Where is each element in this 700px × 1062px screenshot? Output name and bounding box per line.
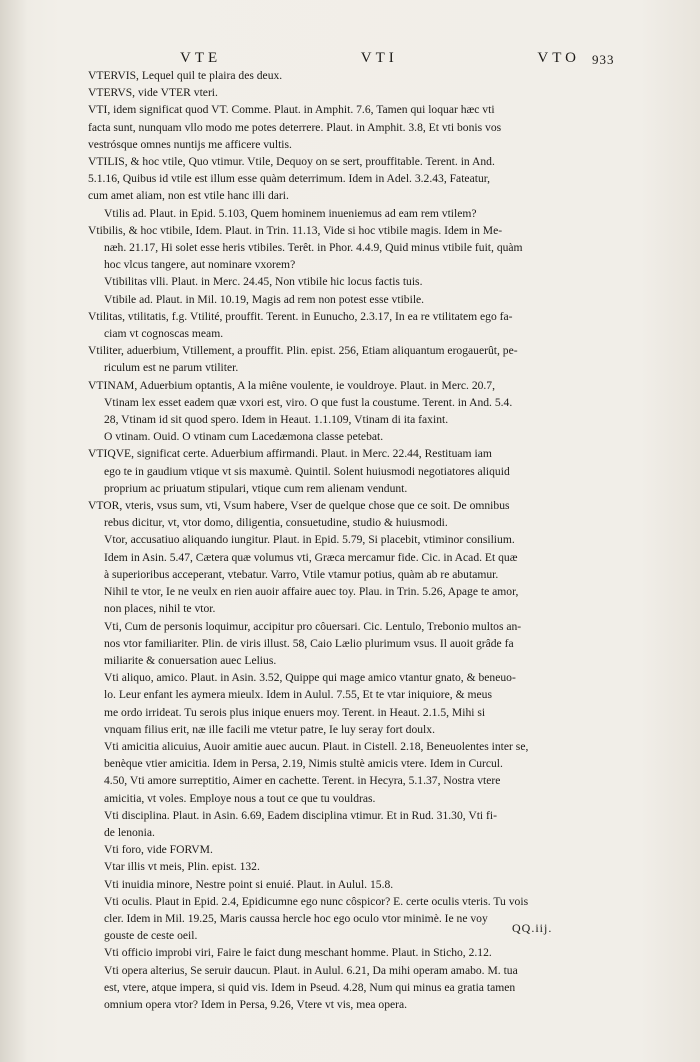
text-line: Vtibile ad. Plaut. in Mil. 10.19, Magis ad rem non potest esse vtibile. — [104, 292, 425, 306]
text-line: Vtinam lex esset eadem quæ vxori est, viro. O que fust la coustume. Terent. in And. 5.4. — [104, 395, 513, 409]
text-line: riculum est ne parum vtiliter. — [104, 361, 239, 375]
text-line: Vti amicitia alicuius, Auoir amitie auec aucun. Plaut. in Cistell. 2.18, Beneuolentes inter se, — [104, 739, 529, 753]
text-line: à superioribus acceperant, vtebatur. Varro, Vtile vtamur potius, quàm ab re abutamur. — [104, 567, 499, 581]
running-header — [180, 50, 580, 67]
text-line: Vtor, accusatiuo aliquando iungitur. Plaut. in Epid. 5.79, Si placebit, vtiminor consilium. — [104, 533, 515, 547]
text-line: Vti officio improbi viri, Faire le faict dung meschant homme. Plaut. in Sticho, 2.12. — [104, 946, 492, 960]
text-line: VTI, idem significat quod VT. Comme. Plaut. in Amphit. 7.6, Tamen qui loquar hæc vti — [88, 103, 495, 117]
text-line: est, vtere, atque impera, si quid vis. Idem in Pseud. 4.28, Num qui minus ea gratia tamen — [104, 980, 516, 994]
text-line: omnium opera vtor? Idem in Persa, 9.26, Vtere vt vis, mea opera. — [104, 997, 408, 1011]
text-line: nos vtor familiariter. Plin. de viris illust. 58, Caio Lælio plurimum vsus. Il auoit grâde fa — [104, 636, 514, 650]
text-line: cum amet aliam, non est vtile hanc illi dari. — [88, 189, 289, 203]
text-line: Vti disciplina. Plaut. in Asin. 6.69, Eadem disciplina vtimur. Et in Rud. 31.30, Vti fi- — [104, 808, 497, 822]
page-number: 933 — [592, 52, 615, 67]
text-line: 5.1.16, Quibus id vtile est illum esse quàm deterrimum. Idem in Adel. 3.2.43, Fateatur, — [88, 172, 491, 186]
text-line: amicitia, vt voles. Employe nous a tout ce que tu vouldras. — [104, 791, 376, 805]
text-line: 4.50, Vti amore surreptitio, Aimer en cachette. Terent. in Hecyra, 5.1.37, Nostra vtere — [104, 774, 501, 788]
text-line: facta sunt, nunquam vllo modo me potes deterrere. Plaut. in Amphit. 3.8, Et vti bonis vos — [88, 120, 502, 134]
text-line: O vtinam. Ouid. O vtinam cum Lacedæmona classe petebat. — [104, 430, 384, 444]
text-line: lo. Leur enfant les aymera mieulx. Idem in Aulul. 7.55, Et te vtar iniquiore, & meus — [104, 688, 492, 702]
text-line: VTOR, vteris, vsus sum, vti, Vsum habere, Vser de quelque chose que ce soit. De omnibus — [88, 499, 510, 513]
text-line: Vti opera alterius, Se seruir daucun. Plaut. in Aulul. 6.21, Da mihi operam amabo. M. tua — [104, 963, 518, 977]
text-line: Vtiliter, aduerbium, Vtillement, a prouffit. Plin. epist. 256, Etiam aliquantum erogauerût, pe- — [88, 344, 518, 358]
text-line: vestrósque omnes nuntijs me afficere vultis. — [88, 137, 292, 151]
text-line: rebus dicitur, vt, vtor domo, diligentia, consuetudine, studio & huiusmodi. — [104, 516, 448, 530]
text-line: næh. 21.17, Hi solet esse heris vtibiles. Terêt. in Phor. 4.4.9, Quid minus vtibile fuit, quàm — [104, 241, 523, 255]
text-line: non places, nihil te vtor. — [104, 602, 216, 616]
text-line: Vti foro, vide FORVM. — [104, 843, 213, 857]
text-line: VTILIS, & hoc vtile, Quo vtimur. Vtile, Dequoy on se sert, prouffitable. Terent. in And. — [88, 155, 495, 169]
text-line: Vtilis ad. Plaut. in Epid. 5.103, Quem hominem inueniemus ad eam rem vtilem? — [104, 206, 477, 220]
text-line: ego te in gaudium vtique vt sis maxumè. Quintil. Solent huiusmodi negotiatores aliquid — [104, 464, 510, 478]
text-line: de lenonia. — [104, 825, 155, 839]
text-line: VTERVS, vide VTER vteri. — [88, 86, 218, 100]
signature-mark: QQ.iij. — [512, 921, 553, 935]
text-line: gouste de ceste oeil. — [104, 929, 198, 943]
text-line: Vtibilis, & hoc vtibile, Idem. Plaut. in Trin. 11.13, Vide si hoc vtibile magis. Idem in Me- — [88, 223, 503, 237]
text-line: VTIQVE, significat certe. Aduerbium affirmandi. Plaut. in Merc. 22.44, Restituam iam — [88, 447, 492, 461]
text-line: hoc vlcus tangere, aut nominare vxorem? — [104, 258, 296, 272]
text-line: Idem in Asin. 5.47, Cætera quæ volumus vti, Græca mercamur fide. Cic. in Acad. Et quæ — [104, 550, 518, 564]
header-center: VTI — [360, 50, 398, 66]
text-line: Vtar illis vt meis, Plin. epist. 132. — [104, 860, 260, 874]
text-line: Vti inuidia minore, Nestre point si enuié. Plaut. in Aulul. 15.8. — [104, 877, 394, 891]
text-line: Vti aliquo, amico. Plaut. in Asin. 3.52, Quippe qui mage amico vtantur gnato, & beneuo- — [104, 671, 516, 685]
text-line: proprium ac priuatum stipulari, vtique cum rem alienam vendunt. — [104, 481, 408, 495]
text-line: cler. Idem in Mil. 19.25, Maris caussa hercle hoc ego oculo vtor minimè. Ie ne voy — [104, 911, 488, 925]
text-line: VTERVIS, Lequel quil te plaira des deux. — [88, 69, 283, 82]
text-line: Vti, Cum de personis loquimur, accipitur pro côuersari. Cic. Lentulo, Trebonio multos an- — [104, 619, 522, 633]
text-line: VTINAM, Aduerbium optantis, A la miêne voulente, ie vouldroye. Plaut. in Merc. 20.7, — [88, 378, 496, 392]
text-line: vnquam filius erit, næ ille facili me vtetur patre, Ie luy seray fort doulx. — [104, 722, 435, 736]
text-line: miliarite & conuersation auec Lelius. — [104, 653, 277, 667]
text-line: 28, Vtinam id sit quod spero. Idem in Heaut. 1.1.109, Vtinam di ita faxint. — [104, 413, 449, 427]
text-line: Vtibilitas vlli. Plaut. in Merc. 24.45, Non vtibile hic locus factis tuis. — [104, 275, 423, 289]
text-line: me ordo irrideat. Tu serois plus inique enuers moy. Terent. in Heaut. 2.1.5, Mihi si — [104, 705, 486, 719]
header-right: VTO — [537, 50, 580, 66]
text-line: Nihil te vtor, Ie ne veulx en rien auoir affaire auec toy. Plau. in Trin. 5.26, Apage te amor, — [104, 585, 519, 599]
text-line: ciam vt cognoscas meam. — [104, 327, 224, 341]
text-line: Vtilitas, vtilitatis, f.g. Vtilité, prouffit. Terent. in Eunucho, 2.3.17, In ea re vtilitatem ego fa- — [88, 309, 513, 323]
header-left: VTE — [180, 50, 222, 66]
text-line: Vti oculis. Plaut in Epid. 2.4, Epidicumne ego nunc côspicor? E. certe oculis vteris. Tu vois — [104, 894, 529, 908]
dictionary-body — [88, 67, 680, 1013]
text-line: benèque vtier amicitia. Idem in Persa, 2.19, Nimis stultè amicis vtere. Idem in Curcul. — [104, 757, 503, 771]
